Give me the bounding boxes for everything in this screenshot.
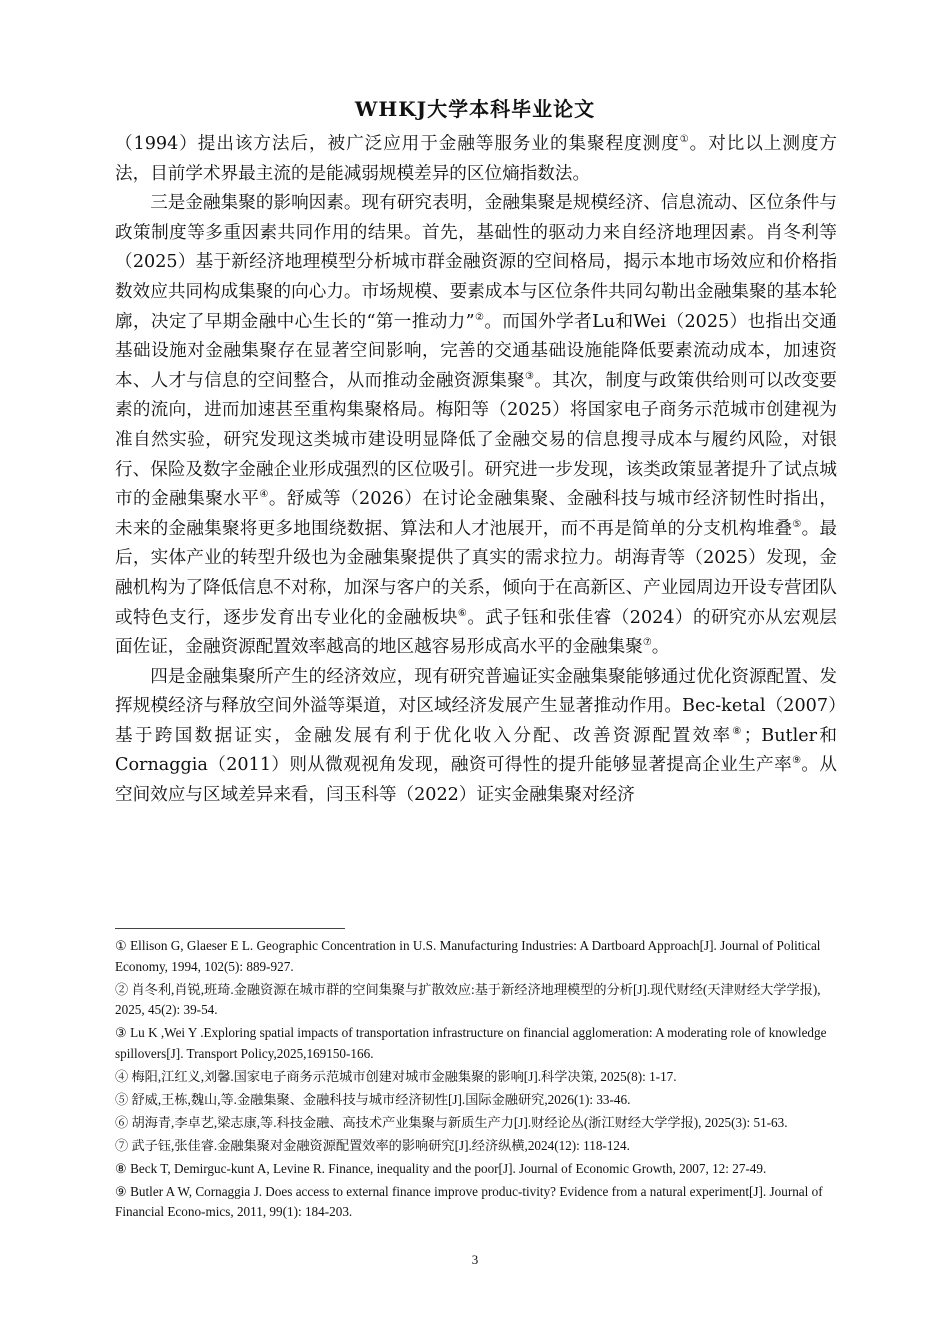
paragraph [115, 663, 837, 811]
paragraph [115, 189, 837, 663]
text-run: 。最后，实体产业的转型升级也为金融集聚提供了真实的需求拉力。胡海青等（2025）发现，金融机构为了降低信息不对称，加深与客户的关系，倾向于在高新区、产业园周边开设专营团队或特色支行，逐步发育出专业化的金融板块 [115, 518, 837, 628]
footnote: ④ 梅阳,江红义,刘馨.国家电子商务示范城市创建对城市金融集聚的影响[J].科学决策, 2025(8): 1-17. [115, 1068, 677, 1084]
footnote: ⑨ Butler A W, Cornaggia J. Does access to external finance improve produc-tivity? Evidence from a natural experiment[J]. Journal of Financial Econo-mics, 2011, 99(1): 184-203. [115, 1183, 823, 1219]
text-run: ；Butler和Cornaggia（2011）则从微观视角发现，融资可得性的提升能够显著提高企业生产率 [115, 725, 837, 776]
text-run: 四是金融集聚所产生的经济效应，现有研究普遍证实金融集聚能够通过优化资源配置、发挥规模经济与释放空间外溢等渠道，对区域经济发展产生显著推动作用。Bec-ketal（2007）基于跨国数据证实，金融发展有利于优化收入分配、改善资源配置效率 [115, 666, 837, 746]
footnote-ref: ⑥ [457, 607, 468, 619]
page-header-title: WHKJ大学本科毕业论文 [354, 97, 596, 121]
footnote-ref: ⑧ [732, 726, 744, 738]
text-run: （1994）提出该方法后，被广泛应用于金融等服务业的集聚程度测度 [115, 134, 680, 154]
body-text [115, 130, 837, 811]
footnote: ② 肖冬利,肖锐,班琦.金融资源在城市群的空间集聚与扩散效应:基于新经济地理模型的分析[J].现代财经(天津财经大学学报), 2025, 45(2): 39-54. [115, 981, 821, 1017]
footnote: ③ Lu K ,Wei Y .Exploring spatial impacts of transportation infrastructure on financial agglomeration: A moderating role of knowledge spillovers[J]. Transport Policy,2025,169150-166. [115, 1025, 827, 1061]
footnote-ref: ⑨ [792, 755, 802, 767]
text-run: 三是金融集聚的影响因素。现有研究表明，金融集聚是规模经济、信息流动、区位条件与政策制度等多重因素共同作用的结果。首先，基础性的驱动力来自经济地理因素。肖冬利等（2025）基于新经济地理模型分析城市群金融资源的空间格局，揭示本地市场效应和价格指数效应共同构成集聚的向心力。市场规模、要素成本与区位条件共同勾勒出金融集聚的基本轮廓，决定了早期金融中心生长的“第一推动力” [115, 193, 837, 332]
text-run: 。其次，制度与政策供给则可以改变要素的流向，进而加速甚至重构集聚格局。梅阳等（2025）将国家电子商务示范城市创建视为准自然实验，研究发现这类城市建设明显降低了金融交易的信息搜寻成本与履约风险，对银行、保险及数字金融企业形成强烈的区位吸引。研究进一步发现，该类政策显著提升了试点城市的金融集聚水平 [115, 370, 837, 510]
footnote: ⑧ Beck T, Demirguc-kunt A, Levine R. Finance, inequality and the poor[J]. Journal of Economic Growth, 2007, 12: 27-49. [115, 1160, 767, 1176]
footnote: ⑥ 胡海青,李卓艺,梁志康,等.科技金融、高技术产业集聚与新质生产力[J].财经论丛(浙江财经大学学报), 2025(3): 51-63. [115, 1114, 788, 1130]
footnote: ⑦ 武子钰,张佳睿.金融集聚对金融资源配置效率的影响研究[J].经济纵横,2024(12): 118-124. [115, 1137, 630, 1153]
text-run: 。 [651, 637, 670, 658]
footnote-divider [115, 928, 345, 929]
footnote-ref: ② [474, 311, 485, 323]
footnote-ref: ⑤ [792, 518, 802, 530]
footnote: ⑤ 舒威,王栋,魏山,等.金融集聚、金融科技与城市经济韧性[J].国际金融研究,2026(1): 33-46. [115, 1091, 631, 1107]
text-run: 。武子钰和张佳睿（2024）的研究亦从宏观层面佐证，金融资源配置效率越高的地区越容易形成高水平的金融集聚 [115, 607, 837, 658]
footnote-ref: ① [679, 134, 690, 146]
text-run: 。舒威等（2026）在讨论金融集聚、金融科技与城市经济韧性时指出，未来的金融集聚将更多地围绕数据、算法和人才池展开，而不再是简单的分支机构堆叠 [115, 489, 837, 539]
footnote-ref: ④ [259, 489, 269, 501]
footnote: ① Ellison G, Glaeser E L. Geographic Concentration in U.S. Manufacturing Industries: A Dartboard Approach[J]. Journal of Political Economy, 1994, 102(5): 889-927. [115, 938, 821, 974]
footnote-ref: ③ [524, 370, 535, 382]
page-number: 3 [471, 1252, 479, 1267]
footnotes [115, 936, 837, 1225]
text-run: 。对比以上测度方法，目前学术界最主流的是能减弱规模差异的区位熵指数法。 [115, 134, 838, 184]
text-run: 。而国外学者Lu和Wei（2025）也指出交通基础设施对金融集聚存在显著空间影响，完善的交通基础设施能降低要素流动成本，加速资本、人才与信息的空间整合，从而推动金融资源集聚 [115, 311, 837, 391]
footnote-ref: ⑦ [642, 637, 652, 649]
paragraph [115, 130, 837, 189]
text-run: 。从空间效应与区域差异来看，闫玉科等（2022）证实金融集聚对经济 [115, 755, 837, 806]
